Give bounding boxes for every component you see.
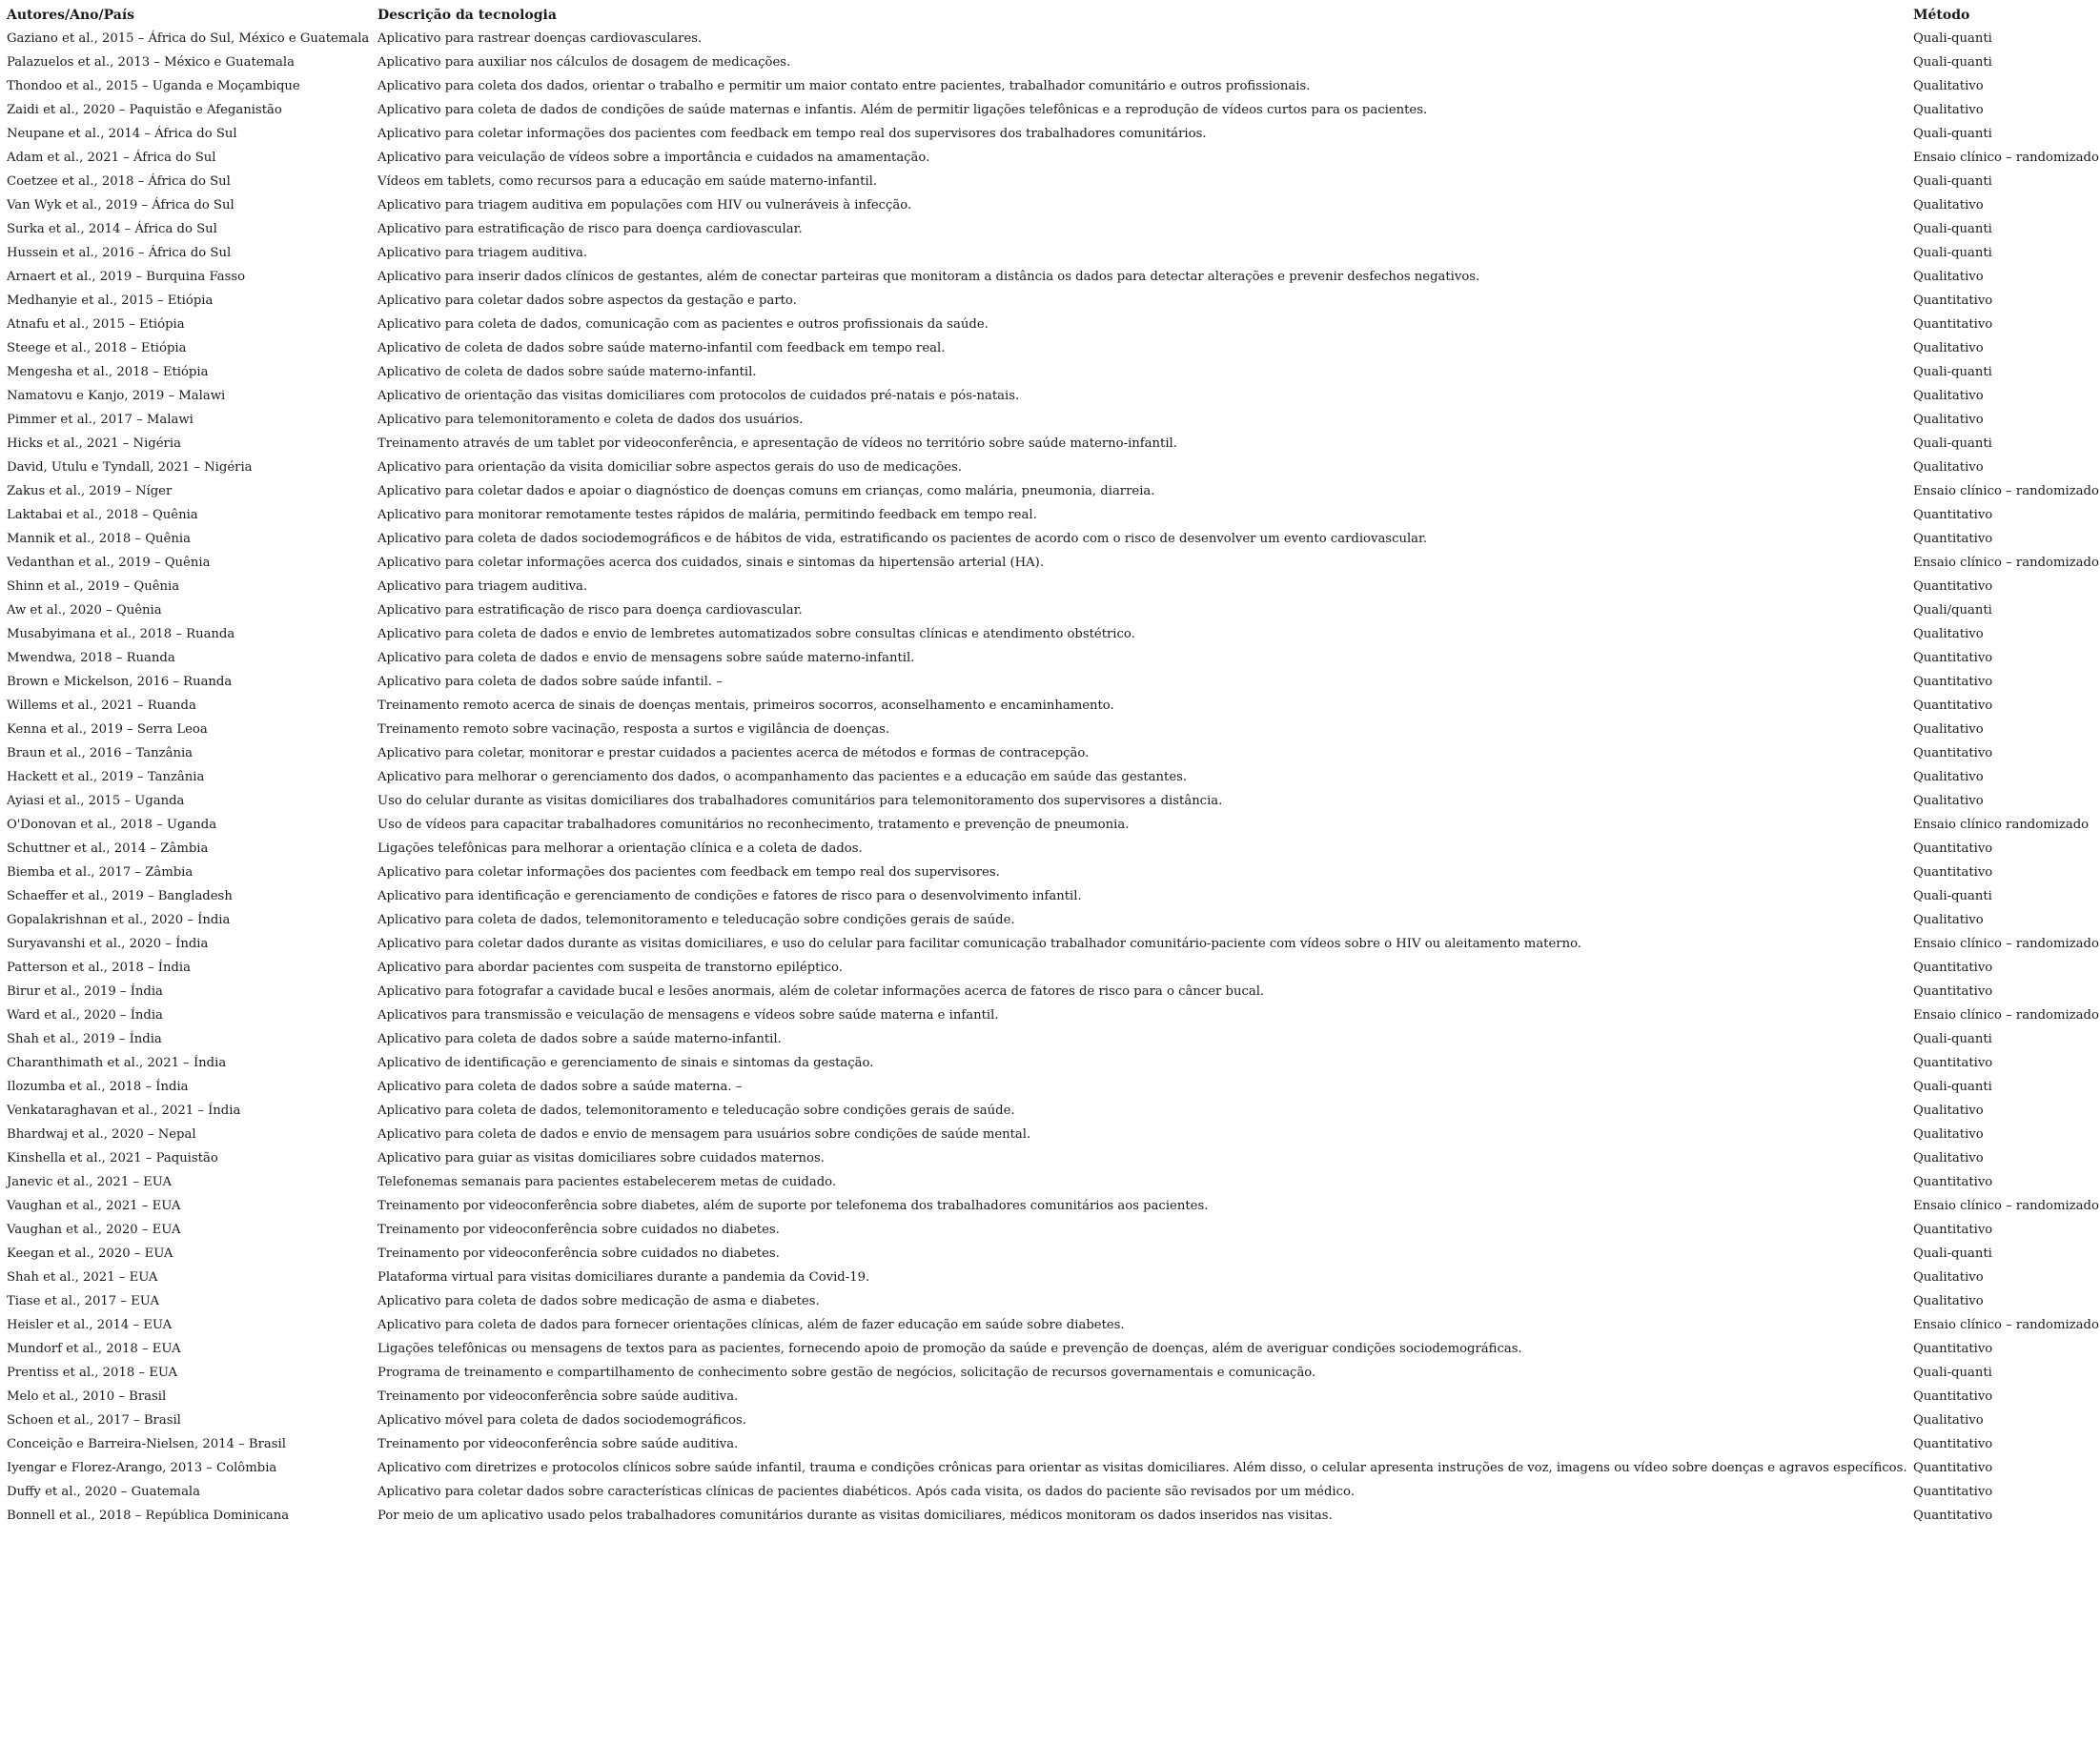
cell-method: Quantitativo (1913, 984, 1993, 999)
cell-authors-year-country: Kinshella et al., 2021 – Paquistão (7, 1151, 218, 1165)
cell-method: Quantitativo (1913, 1342, 1993, 1356)
cell-technology-description: Aplicativo para identificação e gerenciamento de condições e fatores de risco para o desenvolvimento infantil. (377, 889, 1082, 903)
cell-technology-description: Aplicativo para coleta de dados, telemonitoramento e teleducação sobre condições gerais de saúde. (377, 913, 1015, 927)
cell-method: Qualitativo (1913, 413, 1984, 427)
cell-authors-year-country: David, Utulu e Tyndall, 2021 – Nigéria (7, 460, 253, 475)
header-method: Método (1913, 8, 1970, 23)
cell-method: Ensaio clínico – randomizado (1913, 1199, 2099, 1213)
cell-technology-description: Por meio de um aplicativo usado pelos trabalhadores comunitários durante as visitas domiciliares, médicos monitoram os dados inseridos nas visitas. (377, 1509, 1333, 1523)
cell-method: Quantitativo (1913, 841, 1993, 856)
table-row (6, 956, 2099, 980)
cell-method: Ensaio clínico – randomizado (1913, 556, 2099, 570)
cell-method: Qualitativo (1913, 389, 1984, 403)
cell-authors-year-country: Mengesha et al., 2018 – Etiópia (7, 365, 209, 379)
table-row (6, 884, 2099, 908)
cell-technology-description: Programa de treinamento e compartilhamento de conhecimento sobre gestão de negócios, solicitação de recursos governamentais e comunicação. (377, 1366, 1316, 1380)
cell-method: Quali/quanti (1913, 603, 1992, 618)
table-row (6, 98, 2099, 122)
cell-authors-year-country: Heisler et al., 2014 – EUA (7, 1318, 173, 1332)
cell-method: Qualitativo (1913, 198, 1984, 213)
cell-method: Quali-quanti (1913, 246, 1992, 260)
cell-method: Qualitativo (1913, 722, 1984, 737)
cell-authors-year-country: Atnafu et al., 2015 – Etiópia (7, 317, 185, 332)
cell-method: Ensaio clínico randomizado (1913, 818, 2090, 832)
table-row (6, 122, 2099, 146)
cell-authors-year-country: Thondoo et al., 2015 – Uganda e Moçambique (7, 79, 300, 93)
cell-technology-description: Aplicativo para triagem auditiva. (377, 579, 588, 594)
cell-authors-year-country: Shah et al., 2019 – Índia (7, 1032, 162, 1046)
cell-technology-description: Aplicativo para coletar dados sobre aspectos da gestação e parto. (377, 294, 797, 308)
cell-technology-description: Aplicativo para estratificação de risco para doença cardiovascular. (377, 222, 803, 236)
table-row (6, 1313, 2099, 1337)
cell-technology-description: Telefonemas semanais para pacientes estabelecerem metas de cuidado. (377, 1175, 837, 1189)
table-row (6, 146, 2099, 170)
cell-authors-year-country: Duffy et al., 2020 – Guatemala (7, 1485, 201, 1499)
cell-method: Quali-quanti (1913, 436, 1992, 451)
cell-authors-year-country: Vedanthan et al., 2019 – Quênia (7, 556, 211, 570)
cell-authors-year-country: Braun et al., 2016 – Tanzânia (7, 746, 194, 760)
cell-method: Ensaio clínico – randomizado (1913, 151, 2099, 165)
cell-authors-year-country: Arnaert et al., 2019 – Burquina Fasso (7, 270, 246, 284)
cell-authors-year-country: Schuttner et al., 2014 – Zâmbia (7, 841, 209, 856)
cell-authors-year-country: Venkataraghavan et al., 2021 – Índia (7, 1104, 241, 1118)
table-row (6, 1480, 2099, 1504)
cell-authors-year-country: Hussein et al., 2016 – África do Sul (7, 246, 232, 260)
table-row (6, 1027, 2099, 1051)
cell-technology-description: Treinamento através de um tablet por videoconferência, e apresentação de vídeos no território sobre saúde materno-infantil. (377, 436, 1177, 451)
table-row (6, 527, 2099, 551)
cell-authors-year-country: Laktabai et al., 2018 – Quênia (7, 508, 198, 522)
cell-technology-description: Aplicativos para transmissão e veiculação de mensagens e vídeos sobre saúde materna e infantil. (377, 1008, 999, 1023)
cell-authors-year-country: Shah et al., 2021 – EUA (7, 1270, 158, 1285)
cell-authors-year-country: Melo et al., 2010 – Brasil (7, 1389, 167, 1404)
cell-method: Qualitativo (1913, 1270, 1984, 1285)
table-row (6, 1337, 2099, 1361)
table-row (6, 1456, 2099, 1480)
cell-authors-year-country: Zaidi et al., 2020 – Paquistão e Afeganistão (7, 103, 282, 117)
cell-method: Quantitativo (1913, 1509, 1993, 1523)
table-row (6, 1385, 2099, 1409)
cell-authors-year-country: Mundorf et al., 2018 – EUA (7, 1342, 181, 1356)
cell-method: Qualitativo (1913, 913, 1984, 927)
cell-authors-year-country: Medhanyie et al., 2015 – Etiópia (7, 294, 214, 308)
cell-technology-description: Treinamento remoto sobre vacinação, resposta a surtos e vigilância de doenças. (377, 722, 890, 737)
cell-technology-description: Treinamento por videoconferência sobre cuidados no diabetes. (377, 1246, 780, 1261)
cell-method: Quantitativo (1913, 579, 1993, 594)
cell-technology-description: Aplicativo para coleta de dados e envio de mensagem para usuários sobre condições de saúde mental. (377, 1127, 1031, 1142)
cell-technology-description: Uso do celular durante as visitas domiciliares dos trabalhadores comunitários para telemonitoramento dos supervisores a distância. (377, 794, 1223, 808)
table-row (6, 813, 2099, 837)
table-row (6, 1504, 2099, 1528)
cell-authors-year-country: Charanthimath et al., 2021 – Índia (7, 1056, 227, 1070)
cell-technology-description: Aplicativo para guiar as visitas domiciliares sobre cuidados maternos. (377, 1151, 825, 1165)
cell-method: Quantitativo (1913, 1175, 1993, 1189)
table-row (6, 1170, 2099, 1194)
cell-method: Quantitativo (1913, 317, 1993, 332)
table-row (6, 765, 2099, 789)
cell-authors-year-country: Bhardwaj et al., 2020 – Nepal (7, 1127, 196, 1142)
cell-method: Quali-quanti (1913, 1032, 1992, 1046)
cell-technology-description: Treinamento por videoconferência sobre saúde auditiva. (377, 1389, 739, 1404)
table-row (6, 1075, 2099, 1099)
cell-technology-description: Aplicativo para coleta de dados de condições de saúde maternas e infantis. Além de permitir ligações telefônicas e a reprodução de vídeos curtos para os pacientes. (377, 103, 1428, 117)
table-row (6, 789, 2099, 813)
cell-authors-year-country: Hicks et al., 2021 – Nigéria (7, 436, 181, 451)
cell-authors-year-country: Steege et al., 2018 – Etiópia (7, 341, 187, 355)
cell-method: Quali-quanti (1913, 222, 1992, 236)
cell-authors-year-country: Schaeffer et al., 2019 – Bangladesh (7, 889, 233, 903)
cell-method: Quantitativo (1913, 961, 1993, 975)
cell-technology-description: Aplicativo para fotografar a cavidade bucal e lesões anormais, além de coletar informações acerca de fatores de risco para o câncer bucal. (377, 984, 1265, 999)
table-row (6, 718, 2099, 741)
table-row (6, 1218, 2099, 1242)
cell-method: Quantitativo (1913, 1389, 1993, 1404)
cell-authors-year-country: Adam et al., 2021 – África do Sul (7, 151, 216, 165)
cell-authors-year-country: Aw et al., 2020 – Quênia (7, 603, 162, 618)
table-row (6, 1146, 2099, 1170)
cell-technology-description: Aplicativo para coleta de dados sociodemográficos e de hábitos de vida, estratificando os pacientes de acordo com o risco de desenvolver um evento cardiovascular. (377, 532, 1428, 546)
cell-authors-year-country: Patterson et al., 2018 – Índia (7, 961, 191, 975)
table-row (6, 432, 2099, 456)
table-row (6, 170, 2099, 193)
table-row (6, 1289, 2099, 1313)
cell-technology-description: Ligações telefônicas para melhorar a orientação clínica e a coleta de dados. (377, 841, 863, 856)
table-row (6, 980, 2099, 1003)
cell-authors-year-country: Brown e Mickelson, 2016 – Ruanda (7, 675, 233, 689)
cell-authors-year-country: Mannik et al., 2018 – Quênia (7, 532, 191, 546)
cell-method: Ensaio clínico – randomizado (1913, 937, 2099, 951)
cell-method: Qualitativo (1913, 1104, 1984, 1118)
table-row (6, 336, 2099, 360)
cell-method: Quantitativo (1913, 532, 1993, 546)
cell-method: Quali-quanti (1913, 365, 1992, 379)
cell-method: Qualitativo (1913, 1294, 1984, 1308)
table-row (6, 241, 2099, 265)
cell-method: Quali-quanti (1913, 31, 1992, 46)
cell-method: Quantitativo (1913, 1437, 1993, 1451)
cell-authors-year-country: Pimmer et al., 2017 – Malawi (7, 413, 194, 427)
cell-technology-description: Treinamento por videoconferência sobre saúde auditiva. (377, 1437, 739, 1451)
table-row (6, 837, 2099, 861)
cell-technology-description: Aplicativo de orientação das visitas domiciliares com protocolos de cuidados pré-natais e pós-natais. (377, 389, 1020, 403)
table-row (6, 861, 2099, 884)
cell-method: Ensaio clínico – randomizado (1913, 484, 2099, 498)
cell-technology-description: Aplicativo para coletar dados e apoiar o diagnóstico de doenças comuns em crianças, como malária, pneumonia, diarreia. (377, 484, 1155, 498)
cell-technology-description: Aplicativo para triagem auditiva. (377, 246, 588, 260)
cell-method: Qualitativo (1913, 103, 1984, 117)
cell-technology-description: Aplicativo para coletar dados sobre características clínicas de pacientes diabéticos. Após cada visita, os dados do paciente são revisados por um médico. (377, 1485, 1355, 1499)
table-row (6, 27, 2099, 51)
cell-technology-description: Aplicativo para coleta de dados, telemonitoramento e teleducação sobre condições gerais de saúde. (377, 1104, 1015, 1118)
cell-technology-description: Aplicativo para abordar pacientes com suspeita de transtorno epiléptico. (377, 961, 843, 975)
cell-technology-description: Aplicativo para coleta de dados sobre a saúde materna. – (377, 1080, 743, 1094)
cell-technology-description: Aplicativo para estratificação de risco para doença cardiovascular. (377, 603, 803, 618)
cell-technology-description: Aplicativo para coleta de dados e envio de lembretes automatizados sobre consultas clínicas e atendimento obstétrico. (377, 627, 1135, 641)
cell-technology-description: Aplicativo para auxiliar nos cálculos de dosagem de medicações. (377, 55, 791, 70)
cell-method: Quantitativo (1913, 1485, 1993, 1499)
header-technology-description: Descrição da tecnologia (377, 8, 557, 23)
cell-technology-description: Vídeos em tablets, como recursos para a educação em saúde materno-infantil. (377, 174, 878, 189)
cell-technology-description: Aplicativo para coleta de dados sobre saúde infantil. – (377, 675, 723, 689)
cell-authors-year-country: Hackett et al., 2019 – Tanzânia (7, 770, 205, 784)
cell-authors-year-country: Palazuelos et al., 2013 – México e Guatemala (7, 55, 295, 70)
cell-method: Qualitativo (1913, 460, 1984, 475)
cell-technology-description: Aplicativo para veiculação de vídeos sobre a importância e cuidados na amamentação. (377, 151, 930, 165)
table-row (6, 646, 2099, 670)
table-row (6, 217, 2099, 241)
cell-authors-year-country: Janevic et al., 2021 – EUA (7, 1175, 173, 1189)
cell-authors-year-country: Conceição e Barreira-Nielsen, 2014 – Brasil (7, 1437, 286, 1451)
cell-technology-description: Aplicativo para triagem auditiva em populações com HIV ou vulneráveis à infecção. (377, 198, 912, 213)
cell-method: Quantitativo (1913, 508, 1993, 522)
cell-authors-year-country: Keegan et al., 2020 – EUA (7, 1246, 173, 1261)
cell-authors-year-country: Shinn et al., 2019 – Quênia (7, 579, 180, 594)
cell-authors-year-country: Willems et al., 2021 – Ruanda (7, 699, 196, 713)
cell-authors-year-country: Vaughan et al., 2021 – EUA (7, 1199, 181, 1213)
cell-method: Qualitativo (1913, 270, 1984, 284)
cell-method: Quantitativo (1913, 651, 1993, 665)
cell-method: Ensaio clínico – randomizado (1913, 1008, 2099, 1023)
cell-method: Qualitativo (1913, 1127, 1984, 1142)
cell-authors-year-country: Iyengar e Florez-Arango, 2013 – Colômbia (7, 1461, 277, 1475)
cell-technology-description: Aplicativo para coletar informações dos pacientes com feedback em tempo real dos supervisores dos trabalhadores comunitários. (377, 127, 1207, 141)
cell-authors-year-country: Vaughan et al., 2020 – EUA (7, 1223, 181, 1237)
header-authors-year-country: Autores/Ano/País (7, 8, 135, 23)
cell-authors-year-country: Tiase et al., 2017 – EUA (7, 1294, 159, 1308)
cell-technology-description: Aplicativo de coleta de dados sobre saúde materno-infantil. (377, 365, 757, 379)
table-row (6, 1003, 2099, 1027)
cell-method: Qualitativo (1913, 794, 1984, 808)
cell-technology-description: Aplicativo para coletar, monitorar e prestar cuidados a pacientes acerca de métodos e formas de contracepção. (377, 746, 1090, 760)
cell-authors-year-country: Suryavanshi et al., 2020 – Índia (7, 937, 209, 951)
cell-authors-year-country: Musabyimana et al., 2018 – Ruanda (7, 627, 235, 641)
cell-technology-description: Aplicativo de coleta de dados sobre saúde materno-infantil com feedback em tempo real. (377, 341, 946, 355)
cell-method: Quantitativo (1913, 1461, 1993, 1475)
table-row (6, 670, 2099, 694)
table-row (6, 575, 2099, 598)
table-row (6, 1194, 2099, 1218)
cell-technology-description: Uso de vídeos para capacitar trabalhadores comunitários no reconhecimento, tratamento e prevenção de pneumonia. (377, 818, 1130, 832)
cell-method: Quali-quanti (1913, 174, 1992, 189)
cell-method: Qualitativo (1913, 341, 1984, 355)
cell-technology-description: Aplicativo para coletar informações dos pacientes com feedback em tempo real dos supervisores. (377, 865, 1000, 880)
table-row (6, 1432, 2099, 1456)
cell-technology-description: Aplicativo para coleta de dados sobre a saúde materno-infantil. (377, 1032, 782, 1046)
table-row (6, 265, 2099, 289)
cell-technology-description: Aplicativo para coleta de dados sobre medicação de asma e diabetes. (377, 1294, 820, 1308)
cell-authors-year-country: Bonnell et al., 2018 – República Dominicana (7, 1509, 290, 1523)
cell-technology-description: Plataforma virtual para visitas domiciliares durante a pandemia da Covid-19. (377, 1270, 870, 1285)
cell-technology-description: Aplicativo para coletar informações acerca dos cuidados, sinais e sintomas da hipertensão arterial (HA). (377, 556, 1045, 570)
table-row (6, 622, 2099, 646)
cell-method: Ensaio clínico – randomizado (1913, 1318, 2099, 1332)
cell-authors-year-country: Gopalakrishnan et al., 2020 – Índia (7, 913, 231, 927)
cell-technology-description: Aplicativo móvel para coleta de dados sociodemográficos. (377, 1413, 746, 1428)
cell-method: Quali-quanti (1913, 1366, 1992, 1380)
cell-technology-description: Aplicativo para coleta de dados e envio de mensagens sobre saúde materno-infantil. (377, 651, 915, 665)
cell-technology-description: Aplicativo para coleta de dados, comunicação com as pacientes e outros profissionais da saúde. (377, 317, 989, 332)
cell-authors-year-country: O'Donovan et al., 2018 – Uganda (7, 818, 217, 832)
cell-method: Qualitativo (1913, 79, 1984, 93)
cell-method: Quali-quanti (1913, 1080, 1992, 1094)
cell-technology-description: Aplicativo de identificação e gerenciamento de sinais e sintomas da gestação. (377, 1056, 874, 1070)
cell-technology-description: Aplicativo para inserir dados clínicos de gestantes, além de conectar parteiras que monitoram a distância os dados para detectar alterações e prevenir desfechos negativos. (377, 270, 1480, 284)
table-row (6, 1361, 2099, 1385)
cell-authors-year-country: Ward et al., 2020 – Índia (7, 1008, 163, 1023)
cell-technology-description: Treinamento por videoconferência sobre diabetes, além de suporte por telefonema dos trabalhadores comunitários aos pacientes. (377, 1199, 1209, 1213)
table-row (6, 289, 2099, 313)
cell-method: Qualitativo (1913, 1151, 1984, 1165)
cell-method: Qualitativo (1913, 627, 1984, 641)
cell-technology-description: Aplicativo para coleta dos dados, orientar o trabalho e permitir um maior contato entre pacientes, trabalhador comunitário e outros profissionais. (377, 79, 1311, 93)
table-row (6, 479, 2099, 503)
table-row (6, 598, 2099, 622)
cell-authors-year-country: Biemba et al., 2017 – Zâmbia (7, 865, 194, 880)
cell-authors-year-country: Mwendwa, 2018 – Ruanda (7, 651, 175, 665)
table-row (6, 1409, 2099, 1432)
cell-technology-description: Treinamento remoto acerca de sinais de doenças mentais, primeiros socorros, aconselhamento e encaminhamento. (377, 699, 1114, 713)
studies-table (6, 4, 2099, 1528)
table-row (6, 193, 2099, 217)
cell-technology-description: Aplicativo com diretrizes e protocolos clínicos sobre saúde infantil, trauma e condições crônicas para orientar as visitas domiciliares. Além disso, o celular apresenta instruções de voz, imagens ou vídeo sobre doenças e agravos específicos. (377, 1461, 1907, 1475)
cell-method: Quantitativo (1913, 294, 1993, 308)
table-row (6, 1266, 2099, 1289)
cell-authors-year-country: Surka et al., 2014 – África do Sul (7, 222, 217, 236)
table-row (6, 503, 2099, 527)
table-header (6, 4, 2099, 27)
table-row (6, 694, 2099, 718)
cell-authors-year-country: Zakus et al., 2019 – Níger (7, 484, 173, 498)
cell-technology-description: Aplicativo para orientação da visita domiciliar sobre aspectos gerais do uso de medicações. (377, 460, 962, 475)
cell-method: Quali-quanti (1913, 889, 1992, 903)
table-row (6, 1123, 2099, 1146)
cell-technology-description: Ligações telefônicas ou mensagens de textos para as pacientes, fornecendo apoio de promoção da saúde e prevenção de doenças, além de averiguar condições sociodemográficas. (377, 1342, 1522, 1356)
cell-method: Quantitativo (1913, 699, 1993, 713)
table-row (6, 551, 2099, 575)
cell-technology-description: Treinamento por videoconferência sobre cuidados no diabetes. (377, 1223, 780, 1237)
cell-technology-description: Aplicativo para melhorar o gerenciamento dos dados, o acompanhamento das pacientes e a educação em saúde das gestantes. (377, 770, 1188, 784)
table-row (6, 932, 2099, 956)
table-row (6, 1242, 2099, 1266)
cell-technology-description: Aplicativo para coletar dados durante as visitas domiciliares, e uso do celular para facilitar comunicação trabalhador comunitário-paciente com vídeos sobre o HIV ou aleitamento materno. (377, 937, 1581, 951)
table-row (6, 1051, 2099, 1075)
table-body (6, 27, 2099, 1528)
cell-authors-year-country: Ilozumba et al., 2018 – Índia (7, 1080, 189, 1094)
cell-authors-year-country: Namatovu e Kanjo, 2019 – Malawi (7, 389, 226, 403)
table-row (6, 74, 2099, 98)
table-row (6, 360, 2099, 384)
cell-technology-description: Aplicativo para rastrear doenças cardiovasculares. (377, 31, 703, 46)
cell-method: Qualitativo (1913, 770, 1984, 784)
cell-method: Quantitativo (1913, 675, 1993, 689)
cell-authors-year-country: Schoen et al., 2017 – Brasil (7, 1413, 181, 1428)
cell-authors-year-country: Birur et al., 2019 – Índia (7, 984, 163, 999)
cell-method: Quantitativo (1913, 1223, 1993, 1237)
cell-technology-description: Aplicativo para telemonitoramento e coleta de dados dos usuários. (377, 413, 804, 427)
cell-technology-description: Aplicativo para monitorar remotamente testes rápidos de malária, permitindo feedback em tempo real. (377, 508, 1037, 522)
cell-authors-year-country: Prentiss et al., 2018 – EUA (7, 1366, 178, 1380)
cell-authors-year-country: Kenna et al., 2019 – Serra Leoa (7, 722, 208, 737)
table-row (6, 1099, 2099, 1123)
cell-method: Quali-quanti (1913, 55, 1992, 70)
table-row (6, 456, 2099, 479)
cell-authors-year-country: Coetzee et al., 2018 – África do Sul (7, 174, 231, 189)
table-row (6, 741, 2099, 765)
cell-method: Quali-quanti (1913, 1246, 1992, 1261)
cell-authors-year-country: Neupane et al., 2014 – África do Sul (7, 127, 237, 141)
cell-method: Quali-quanti (1913, 127, 1992, 141)
cell-method: Quantitativo (1913, 865, 1993, 880)
table-row (6, 384, 2099, 408)
cell-authors-year-country: Van Wyk et al., 2019 – África do Sul (7, 198, 234, 213)
table-row (6, 408, 2099, 432)
cell-authors-year-country: Gaziano et al., 2015 – África do Sul, México e Guatemala (7, 31, 370, 46)
header-row (6, 4, 2099, 27)
table-row (6, 313, 2099, 336)
table-row (6, 908, 2099, 932)
cell-technology-description: Aplicativo para coleta de dados para fornecer orientações clínicas, além de fazer educação em saúde sobre diabetes. (377, 1318, 1125, 1332)
cell-authors-year-country: Ayiasi et al., 2015 – Uganda (7, 794, 185, 808)
table-row (6, 51, 2099, 74)
cell-method: Quantitativo (1913, 1056, 1993, 1070)
cell-method: Qualitativo (1913, 1413, 1984, 1428)
cell-method: Quantitativo (1913, 746, 1993, 760)
